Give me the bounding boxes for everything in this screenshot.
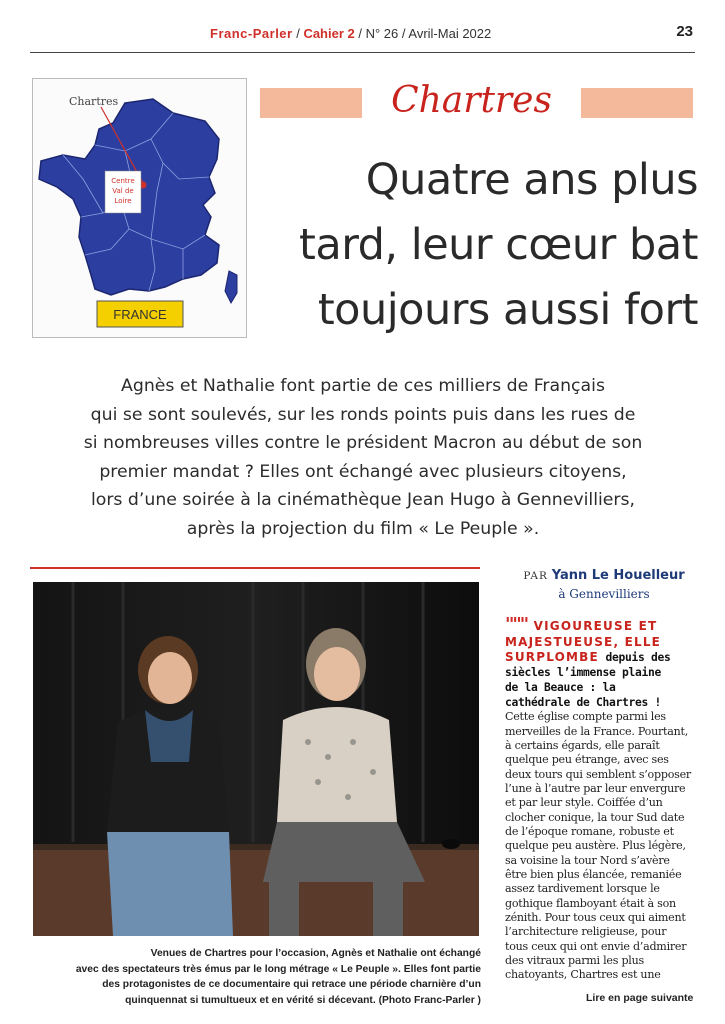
headline-line: tard, leur cœur bat [299, 220, 698, 270]
body-line: des vitraux parmi les plus [505, 954, 644, 968]
header-rule [30, 52, 695, 53]
body-line: sa voisine la tour Nord s’avère [505, 853, 670, 867]
publication-name: Franc-Parler [210, 26, 293, 41]
corsica-shape [225, 271, 237, 303]
city-label: Chartres [69, 95, 119, 108]
headline-line: Quatre ans plus [365, 155, 698, 205]
lead-line [505, 650, 705, 666]
body-line: être bien plus élancée, remaniée [505, 868, 682, 881]
header-line [210, 26, 491, 41]
lead-line: siècles l’immense plaine [505, 666, 662, 680]
caption-line: Venues de Chartres pour l’occasion, Agnès et Nathalie ont échangé [150, 948, 481, 959]
continued-notice: Lire en page suivante [586, 992, 694, 1004]
body-line: tous ceux qui ont envie d’admirer [505, 939, 687, 953]
stage-microphone [442, 839, 460, 849]
lead-line [505, 635, 705, 651]
issue-number: N° 26 [365, 26, 399, 41]
article-lead [505, 614, 705, 710]
body-line: quelque peu austère. Plus légère, [505, 839, 686, 853]
region-label-1: Centre [111, 177, 135, 185]
body-line: de l’époque romane, robuste et [505, 824, 674, 838]
body-line: clocher conique, la tour Sud date [505, 810, 685, 824]
body-line: Cette église compte parmi les [505, 710, 666, 724]
standfirst-line: Agnès et Nathalie font partie de ces milliers de Français [121, 376, 605, 396]
standfirst-line: lors d’une soirée à la cinémathèque Jean Hugo à Gennevilliers, [90, 490, 636, 510]
byline-prefix: PAR [523, 570, 548, 582]
france-map-graphic [33, 79, 246, 337]
lead-line: cathédrale de Chartres ! [505, 695, 662, 709]
section-bar-right [581, 88, 693, 118]
cahier-label: Cahier 2 [303, 26, 355, 41]
region-label-3: Loire [114, 197, 132, 205]
body-line: assez tardivement lorsque le [505, 882, 660, 896]
body-line: l’une à l’autre par leur envergure [505, 781, 686, 795]
caption-line: quinquennat si tumultueux et en vérité si décevant. (Photo Franc-Parler ) [125, 994, 481, 1006]
lead-line: de la Beauce : la [505, 680, 616, 694]
body-line: gothique flamboyant était à son [505, 896, 676, 910]
lead-text: depuis des [598, 651, 671, 665]
photo-illustration [33, 582, 479, 936]
body-line: et par leur style. Coiffée d’un [505, 796, 663, 810]
article-body [505, 710, 705, 983]
lead-caps: SURPLOMBE [505, 650, 599, 665]
france-map [32, 78, 247, 338]
standfirst-line: si nombreuses villes contre le président Macron au début de son [83, 433, 643, 453]
headline-line: toujours aussi fort [317, 285, 698, 335]
header-separator: / [398, 26, 409, 41]
caption-line: des protagonistes de ce documentaire qui retrace une période charnière d’un [102, 979, 481, 990]
section-bar-left [260, 88, 362, 118]
section-divider [30, 567, 480, 569]
header-separator: / [292, 26, 304, 41]
photo-caption [38, 946, 481, 1008]
header-separator: / [354, 26, 366, 41]
body-line: merveilles de la France. Pourtant, [505, 724, 688, 738]
stage-edge [33, 844, 479, 850]
lead-caps: MAJESTUEUSE, ELLE [505, 634, 662, 649]
article-headline [262, 148, 698, 343]
byline [492, 568, 716, 601]
issue-date: Avril-Mai 2022 [408, 26, 492, 41]
body-line: l’architecture religieuse, pour [505, 925, 667, 939]
country-label: FRANCE [113, 307, 167, 322]
standfirst-line: qui se sont soulevés, sur les ronds points puis dans les rues de [90, 404, 636, 425]
byline-location: à Gennevilliers [558, 587, 650, 601]
body-line: à certains égards, elle paraît [505, 738, 660, 752]
standfirst-line: premier mandat ? Elles ont échangé avec plusieurs citoyens, [99, 461, 627, 482]
body-line: deux tours qui semblent s’opposer [505, 767, 691, 781]
caption-line: avec des spectateurs très émus par le long métrage « Le Peuple ». Elles font partie [75, 963, 481, 975]
lead-caps: VIGOUREUSE ET [533, 619, 658, 633]
page-number: 23 [676, 23, 693, 40]
article-column [505, 614, 705, 983]
page-header [0, 20, 725, 54]
body-line: zénith. Pour tous ceux qui aiment [505, 911, 686, 925]
author-name: Yann Le Houelleur [551, 568, 685, 583]
region-label-2: Val de [112, 187, 134, 195]
standfirst-line: après la projection du film « Le Peuple ». [186, 518, 540, 539]
body-line: chatoyants, Chartres est une [505, 968, 661, 982]
lead-line [505, 614, 705, 635]
body-line: quelque peu étrange, avec ses [505, 753, 669, 767]
section-title: Chartres [391, 80, 552, 121]
article-photo [33, 582, 479, 936]
opening-quote-mark: """ [505, 614, 528, 635]
article-standfirst [38, 372, 688, 543]
